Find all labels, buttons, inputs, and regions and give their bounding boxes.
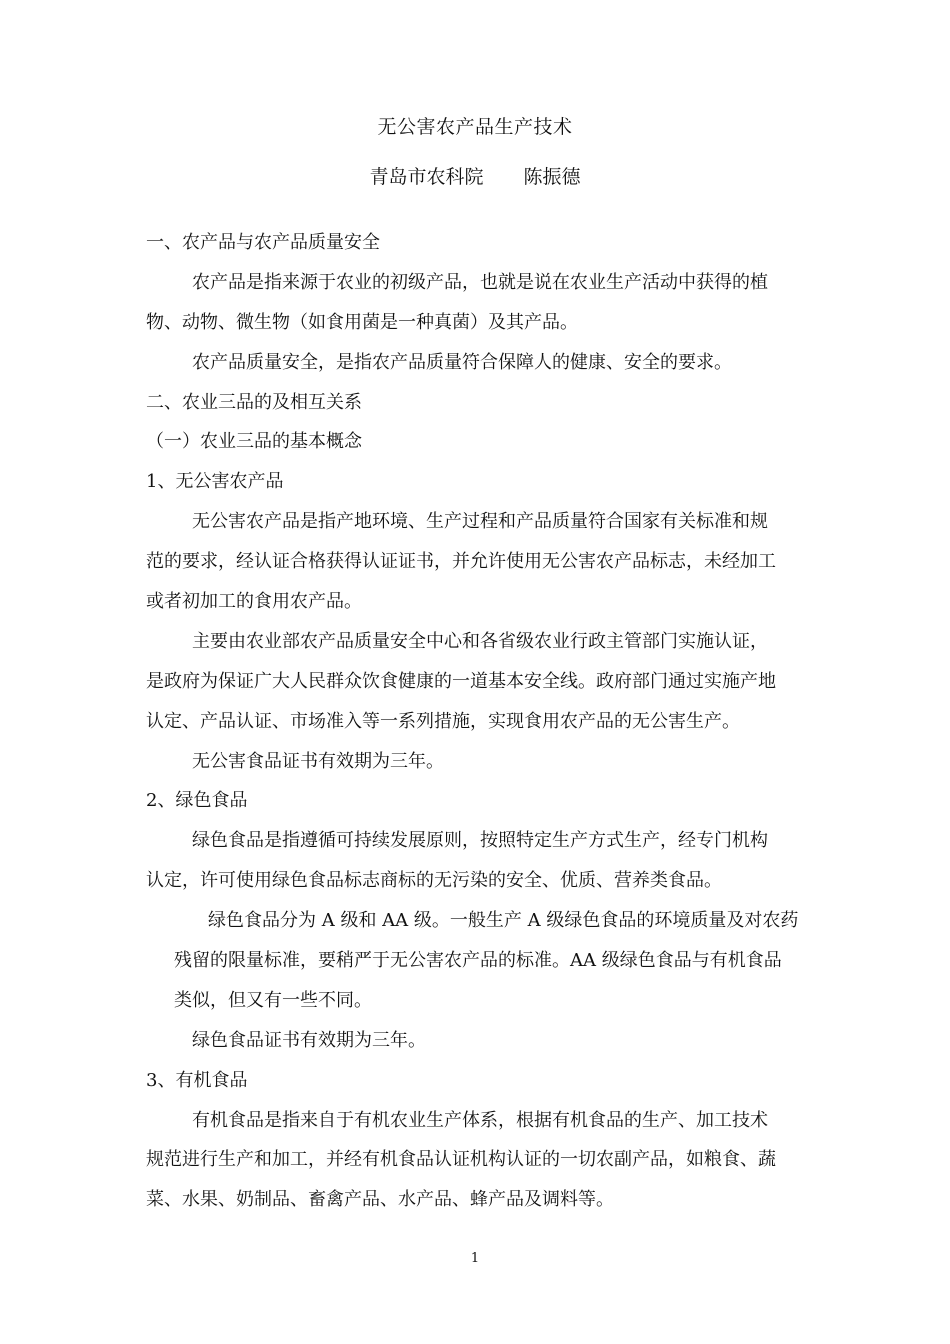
page-number: 1 [470,1251,480,1266]
text-line: 绿色食品证书有效期为三年。 [192,1029,426,1051]
text-line: 2、绿色食品 [146,790,248,812]
author-organization: 青岛市农科院 [369,166,484,188]
text-line: 范的要求，经认证合格获得认证证书，并允许使用无公害农产品标志，未经加工 [146,551,776,573]
text-line: 是政府为保证广大人民群众饮食健康的一道基本安全线。政府部门通过实施产地 [146,670,776,692]
author-name: 陈振德 [523,166,581,188]
text-line: 二、农业三品的及相互关系 [146,391,362,413]
text-line: 或者初加工的食用农产品。 [146,591,362,613]
document-body [146,223,816,1220]
text-line: 规范进行生产和加工，并经有机食品认证机构认证的一切农副产品，如粮食、蔬 [146,1149,776,1171]
text-line: 无公害食品证书有效期为三年。 [192,750,444,772]
text-line: 菜、水果、奶制品、畜禽产品、水产品、蜂产品及调料等。 [146,1189,614,1211]
author-line [0,163,950,191]
text-line: 1、无公害农产品 [146,471,284,493]
text-line: 认定、产品认证、市场准入等一系列措施，实现食用农产品的无公害生产。 [146,710,740,732]
text-line: 残留的限量标准，要稍严于无公害农产品的标准。AA 级绿色食品与有机食品 [174,950,782,972]
text-line: 无公害农产品是指产地环境、生产过程和产品质量符合国家有关标准和规 [192,511,768,533]
text-line: 认定，许可使用绿色食品标志商标的无污染的安全、优质、营养类食品。 [146,870,722,892]
text-line: 农产品质量安全，是指农产品质量符合保障人的健康、安全的要求。 [192,351,732,373]
text-line: 3、有机食品 [146,1069,248,1091]
text-line: 一、农产品与农产品质量安全 [146,232,380,253]
text-line: 农产品是指来源于农业的初级产品，也就是说在农业生产活动中获得的植 [192,271,768,293]
text-line: 物、动物、微生物（如食用菌是一种真菌）及其产品。 [146,311,578,333]
text-line: 绿色食品是指遵循可持续发展原则，按照特定生产方式生产，经专门机构 [192,830,768,852]
document-title: 无公害农产品生产技术 [377,116,573,138]
text-line: 绿色食品分为 A 级和 AA 级。一般生产 A 级绿色食品的环境质量及对农药 [208,910,799,932]
text-line: （一）农业三品的基本概念 [146,431,362,453]
text-line: 有机食品是指来自于有机农业生产体系，根据有机食品的生产、加工技术 [192,1109,768,1131]
text-line: 主要由农业部农产品质量安全中心和各省级农业行政主管部门实施认证， [192,630,768,652]
text-line: 类似，但又有一些不同。 [174,989,372,1011]
